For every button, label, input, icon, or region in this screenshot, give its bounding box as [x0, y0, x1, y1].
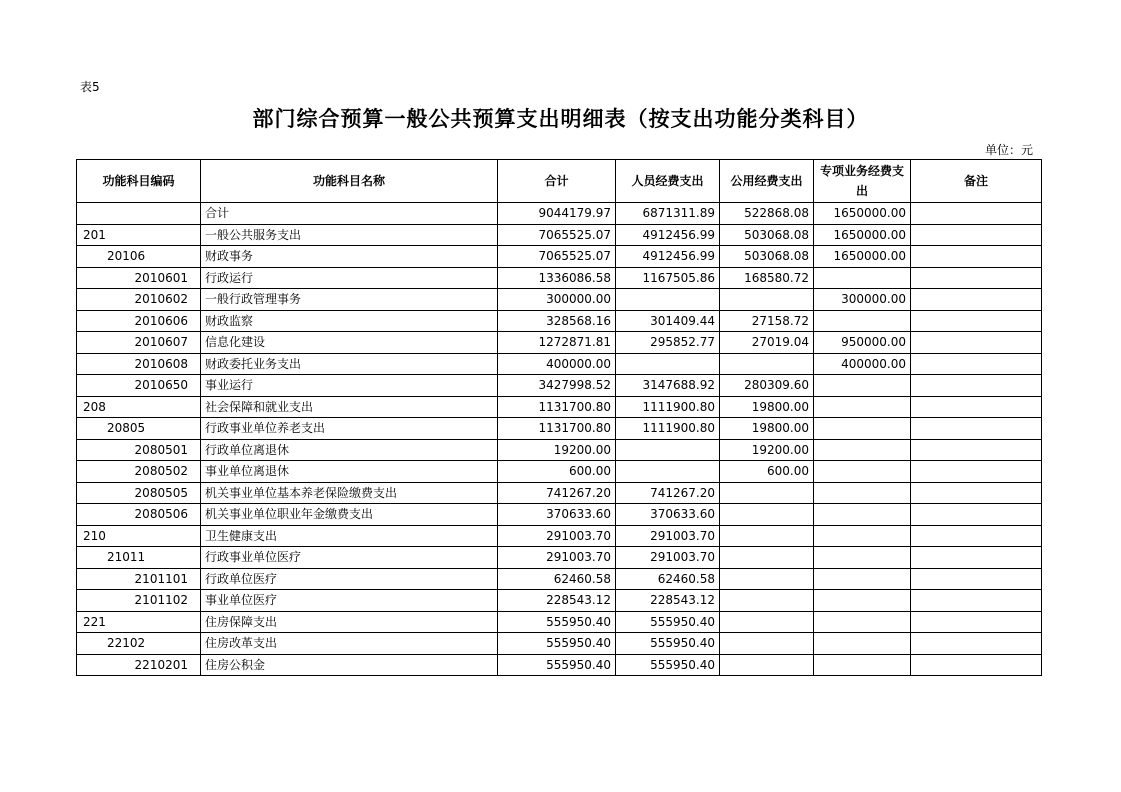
cell-personnel: 62460.58 [616, 568, 720, 590]
cell-name: 行政单位离退休 [201, 439, 498, 461]
cell-code: 2010650 [77, 375, 201, 397]
table-row [77, 246, 1042, 268]
table-row [77, 267, 1042, 289]
cell-total: 741267.20 [498, 482, 616, 504]
cell-public: 503068.08 [720, 224, 814, 246]
cell-code: 2010601 [77, 267, 201, 289]
header-name: 功能科目名称 [201, 160, 498, 203]
cell-public [720, 654, 814, 676]
table-number: 表5 [80, 80, 100, 94]
cell-code: 2101102 [77, 590, 201, 612]
cell-personnel: 741267.20 [616, 482, 720, 504]
cell-name: 行政单位医疗 [201, 568, 498, 590]
cell-name: 住房公积金 [201, 654, 498, 676]
cell-total: 3427998.52 [498, 375, 616, 397]
cell-personnel: 555950.40 [616, 654, 720, 676]
cell-note [911, 482, 1042, 504]
cell-public: 600.00 [720, 461, 814, 483]
cell-name: 信息化建设 [201, 332, 498, 354]
header-personnel: 人员经费支出 [616, 160, 720, 203]
cell-special: 1650000.00 [814, 224, 911, 246]
cell-code: 201 [77, 224, 201, 246]
cell-public [720, 611, 814, 633]
cell-code: 2210201 [77, 654, 201, 676]
cell-note [911, 203, 1042, 225]
cell-personnel: 291003.70 [616, 525, 720, 547]
cell-name: 合计 [201, 203, 498, 225]
cell-note [911, 224, 1042, 246]
cell-special [814, 633, 911, 655]
table-row [77, 439, 1042, 461]
cell-note [911, 439, 1042, 461]
cell-personnel: 291003.70 [616, 547, 720, 569]
cell-personnel: 6871311.89 [616, 203, 720, 225]
table-row [77, 332, 1042, 354]
cell-personnel: 555950.40 [616, 611, 720, 633]
cell-special [814, 267, 911, 289]
table-row [77, 654, 1042, 676]
cell-public: 280309.60 [720, 375, 814, 397]
cell-name: 一般行政管理事务 [201, 289, 498, 311]
cell-name: 财政监察 [201, 310, 498, 332]
cell-note [911, 461, 1042, 483]
cell-total: 300000.00 [498, 289, 616, 311]
cell-total: 62460.58 [498, 568, 616, 590]
cell-note [911, 611, 1042, 633]
cell-name: 社会保障和就业支出 [201, 396, 498, 418]
cell-code: 21011 [77, 547, 201, 569]
header-special: 专项业务经费支出 [814, 160, 911, 203]
cell-total: 1336086.58 [498, 267, 616, 289]
table-row [77, 611, 1042, 633]
cell-public [720, 568, 814, 590]
header-code: 功能科目编码 [77, 160, 201, 203]
cell-total: 228543.12 [498, 590, 616, 612]
cell-code: 22102 [77, 633, 201, 655]
cell-total: 1131700.80 [498, 418, 616, 440]
cell-public: 503068.08 [720, 246, 814, 268]
cell-code: 2080502 [77, 461, 201, 483]
table-row [77, 504, 1042, 526]
cell-name: 机关事业单位职业年金缴费支出 [201, 504, 498, 526]
cell-public: 522868.08 [720, 203, 814, 225]
cell-personnel [616, 439, 720, 461]
cell-total: 7065525.07 [498, 224, 616, 246]
cell-note [911, 654, 1042, 676]
cell-total: 555950.40 [498, 633, 616, 655]
cell-name: 财政委托业务支出 [201, 353, 498, 375]
cell-code: 2080501 [77, 439, 201, 461]
table-row [77, 418, 1042, 440]
cell-total: 1272871.81 [498, 332, 616, 354]
cell-personnel: 4912456.99 [616, 246, 720, 268]
table-row [77, 375, 1042, 397]
cell-note [911, 568, 1042, 590]
table-row [77, 224, 1042, 246]
cell-personnel: 4912456.99 [616, 224, 720, 246]
table-row [77, 353, 1042, 375]
cell-special [814, 525, 911, 547]
cell-code: 20805 [77, 418, 201, 440]
cell-note [911, 633, 1042, 655]
cell-note [911, 396, 1042, 418]
header-total: 合计 [498, 160, 616, 203]
table-row [77, 590, 1042, 612]
cell-personnel: 3147688.92 [616, 375, 720, 397]
cell-personnel: 301409.44 [616, 310, 720, 332]
cell-total: 555950.40 [498, 654, 616, 676]
cell-name: 财政事务 [201, 246, 498, 268]
cell-special: 1650000.00 [814, 246, 911, 268]
cell-special: 950000.00 [814, 332, 911, 354]
cell-special [814, 568, 911, 590]
cell-special [814, 590, 911, 612]
table-row [77, 396, 1042, 418]
cell-public: 19800.00 [720, 396, 814, 418]
cell-code: 2101101 [77, 568, 201, 590]
cell-special [814, 654, 911, 676]
cell-note [911, 267, 1042, 289]
cell-total: 291003.70 [498, 525, 616, 547]
cell-public [720, 633, 814, 655]
cell-special [814, 611, 911, 633]
page-title: 部门综合预算一般公共预算支出明细表（按支出功能分类科目） [252, 106, 869, 131]
table-body [77, 203, 1042, 676]
cell-personnel: 295852.77 [616, 332, 720, 354]
cell-name: 住房保障支出 [201, 611, 498, 633]
cell-public [720, 353, 814, 375]
cell-special [814, 418, 911, 440]
cell-total: 555950.40 [498, 611, 616, 633]
cell-personnel [616, 461, 720, 483]
cell-personnel: 370633.60 [616, 504, 720, 526]
cell-special [814, 439, 911, 461]
cell-public [720, 289, 814, 311]
cell-public [720, 525, 814, 547]
cell-special: 1650000.00 [814, 203, 911, 225]
cell-total: 1131700.80 [498, 396, 616, 418]
cell-special: 400000.00 [814, 353, 911, 375]
cell-personnel: 1167505.86 [616, 267, 720, 289]
cell-note [911, 504, 1042, 526]
cell-special [814, 396, 911, 418]
table-row [77, 461, 1042, 483]
cell-note [911, 375, 1042, 397]
table-row [77, 310, 1042, 332]
table-row [77, 525, 1042, 547]
cell-total: 328568.16 [498, 310, 616, 332]
cell-code: 210 [77, 525, 201, 547]
table-row [77, 633, 1042, 655]
cell-note [911, 353, 1042, 375]
cell-code: 2010606 [77, 310, 201, 332]
cell-personnel: 1111900.80 [616, 396, 720, 418]
cell-name: 卫生健康支出 [201, 525, 498, 547]
cell-note [911, 289, 1042, 311]
table-row [77, 568, 1042, 590]
cell-special [814, 504, 911, 526]
cell-special [814, 482, 911, 504]
cell-special: 300000.00 [814, 289, 911, 311]
cell-name: 事业运行 [201, 375, 498, 397]
cell-code [77, 203, 201, 225]
cell-name: 机关事业单位基本养老保险缴费支出 [201, 482, 498, 504]
cell-name: 行政事业单位医疗 [201, 547, 498, 569]
cell-public [720, 590, 814, 612]
cell-special [814, 547, 911, 569]
cell-total: 7065525.07 [498, 246, 616, 268]
cell-personnel [616, 353, 720, 375]
cell-public [720, 482, 814, 504]
cell-code: 2010607 [77, 332, 201, 354]
unit-label: 单位：元 [984, 143, 1033, 157]
table-row [77, 203, 1042, 225]
header-public: 公用经费支出 [720, 160, 814, 203]
cell-public: 19800.00 [720, 418, 814, 440]
cell-total: 9044179.97 [498, 203, 616, 225]
cell-personnel: 228543.12 [616, 590, 720, 612]
cell-public: 27158.72 [720, 310, 814, 332]
cell-note [911, 332, 1042, 354]
cell-public [720, 547, 814, 569]
cell-public: 27019.04 [720, 332, 814, 354]
cell-code: 2080505 [77, 482, 201, 504]
table-row [77, 547, 1042, 569]
cell-name: 住房改革支出 [201, 633, 498, 655]
cell-note [911, 246, 1042, 268]
cell-code: 2080506 [77, 504, 201, 526]
budget-table [76, 159, 1042, 676]
cell-name: 事业单位医疗 [201, 590, 498, 612]
cell-note [911, 418, 1042, 440]
cell-note [911, 547, 1042, 569]
cell-name: 行政运行 [201, 267, 498, 289]
header-note: 备注 [911, 160, 1042, 203]
cell-code: 221 [77, 611, 201, 633]
table-row [77, 482, 1042, 504]
cell-total: 400000.00 [498, 353, 616, 375]
cell-special [814, 310, 911, 332]
cell-special [814, 461, 911, 483]
table-header-row [77, 160, 1042, 203]
cell-code: 20106 [77, 246, 201, 268]
cell-note [911, 525, 1042, 547]
cell-public: 19200.00 [720, 439, 814, 461]
cell-personnel: 1111900.80 [616, 418, 720, 440]
cell-total: 19200.00 [498, 439, 616, 461]
cell-code: 2010608 [77, 353, 201, 375]
cell-name: 事业单位离退休 [201, 461, 498, 483]
cell-note [911, 310, 1042, 332]
cell-code: 2010602 [77, 289, 201, 311]
cell-name: 行政事业单位养老支出 [201, 418, 498, 440]
cell-total: 600.00 [498, 461, 616, 483]
cell-special [814, 375, 911, 397]
cell-total: 291003.70 [498, 547, 616, 569]
cell-code: 208 [77, 396, 201, 418]
cell-note [911, 590, 1042, 612]
cell-personnel: 555950.40 [616, 633, 720, 655]
cell-public [720, 504, 814, 526]
cell-public: 168580.72 [720, 267, 814, 289]
cell-personnel [616, 289, 720, 311]
table-row [77, 289, 1042, 311]
cell-name: 一般公共服务支出 [201, 224, 498, 246]
cell-total: 370633.60 [498, 504, 616, 526]
